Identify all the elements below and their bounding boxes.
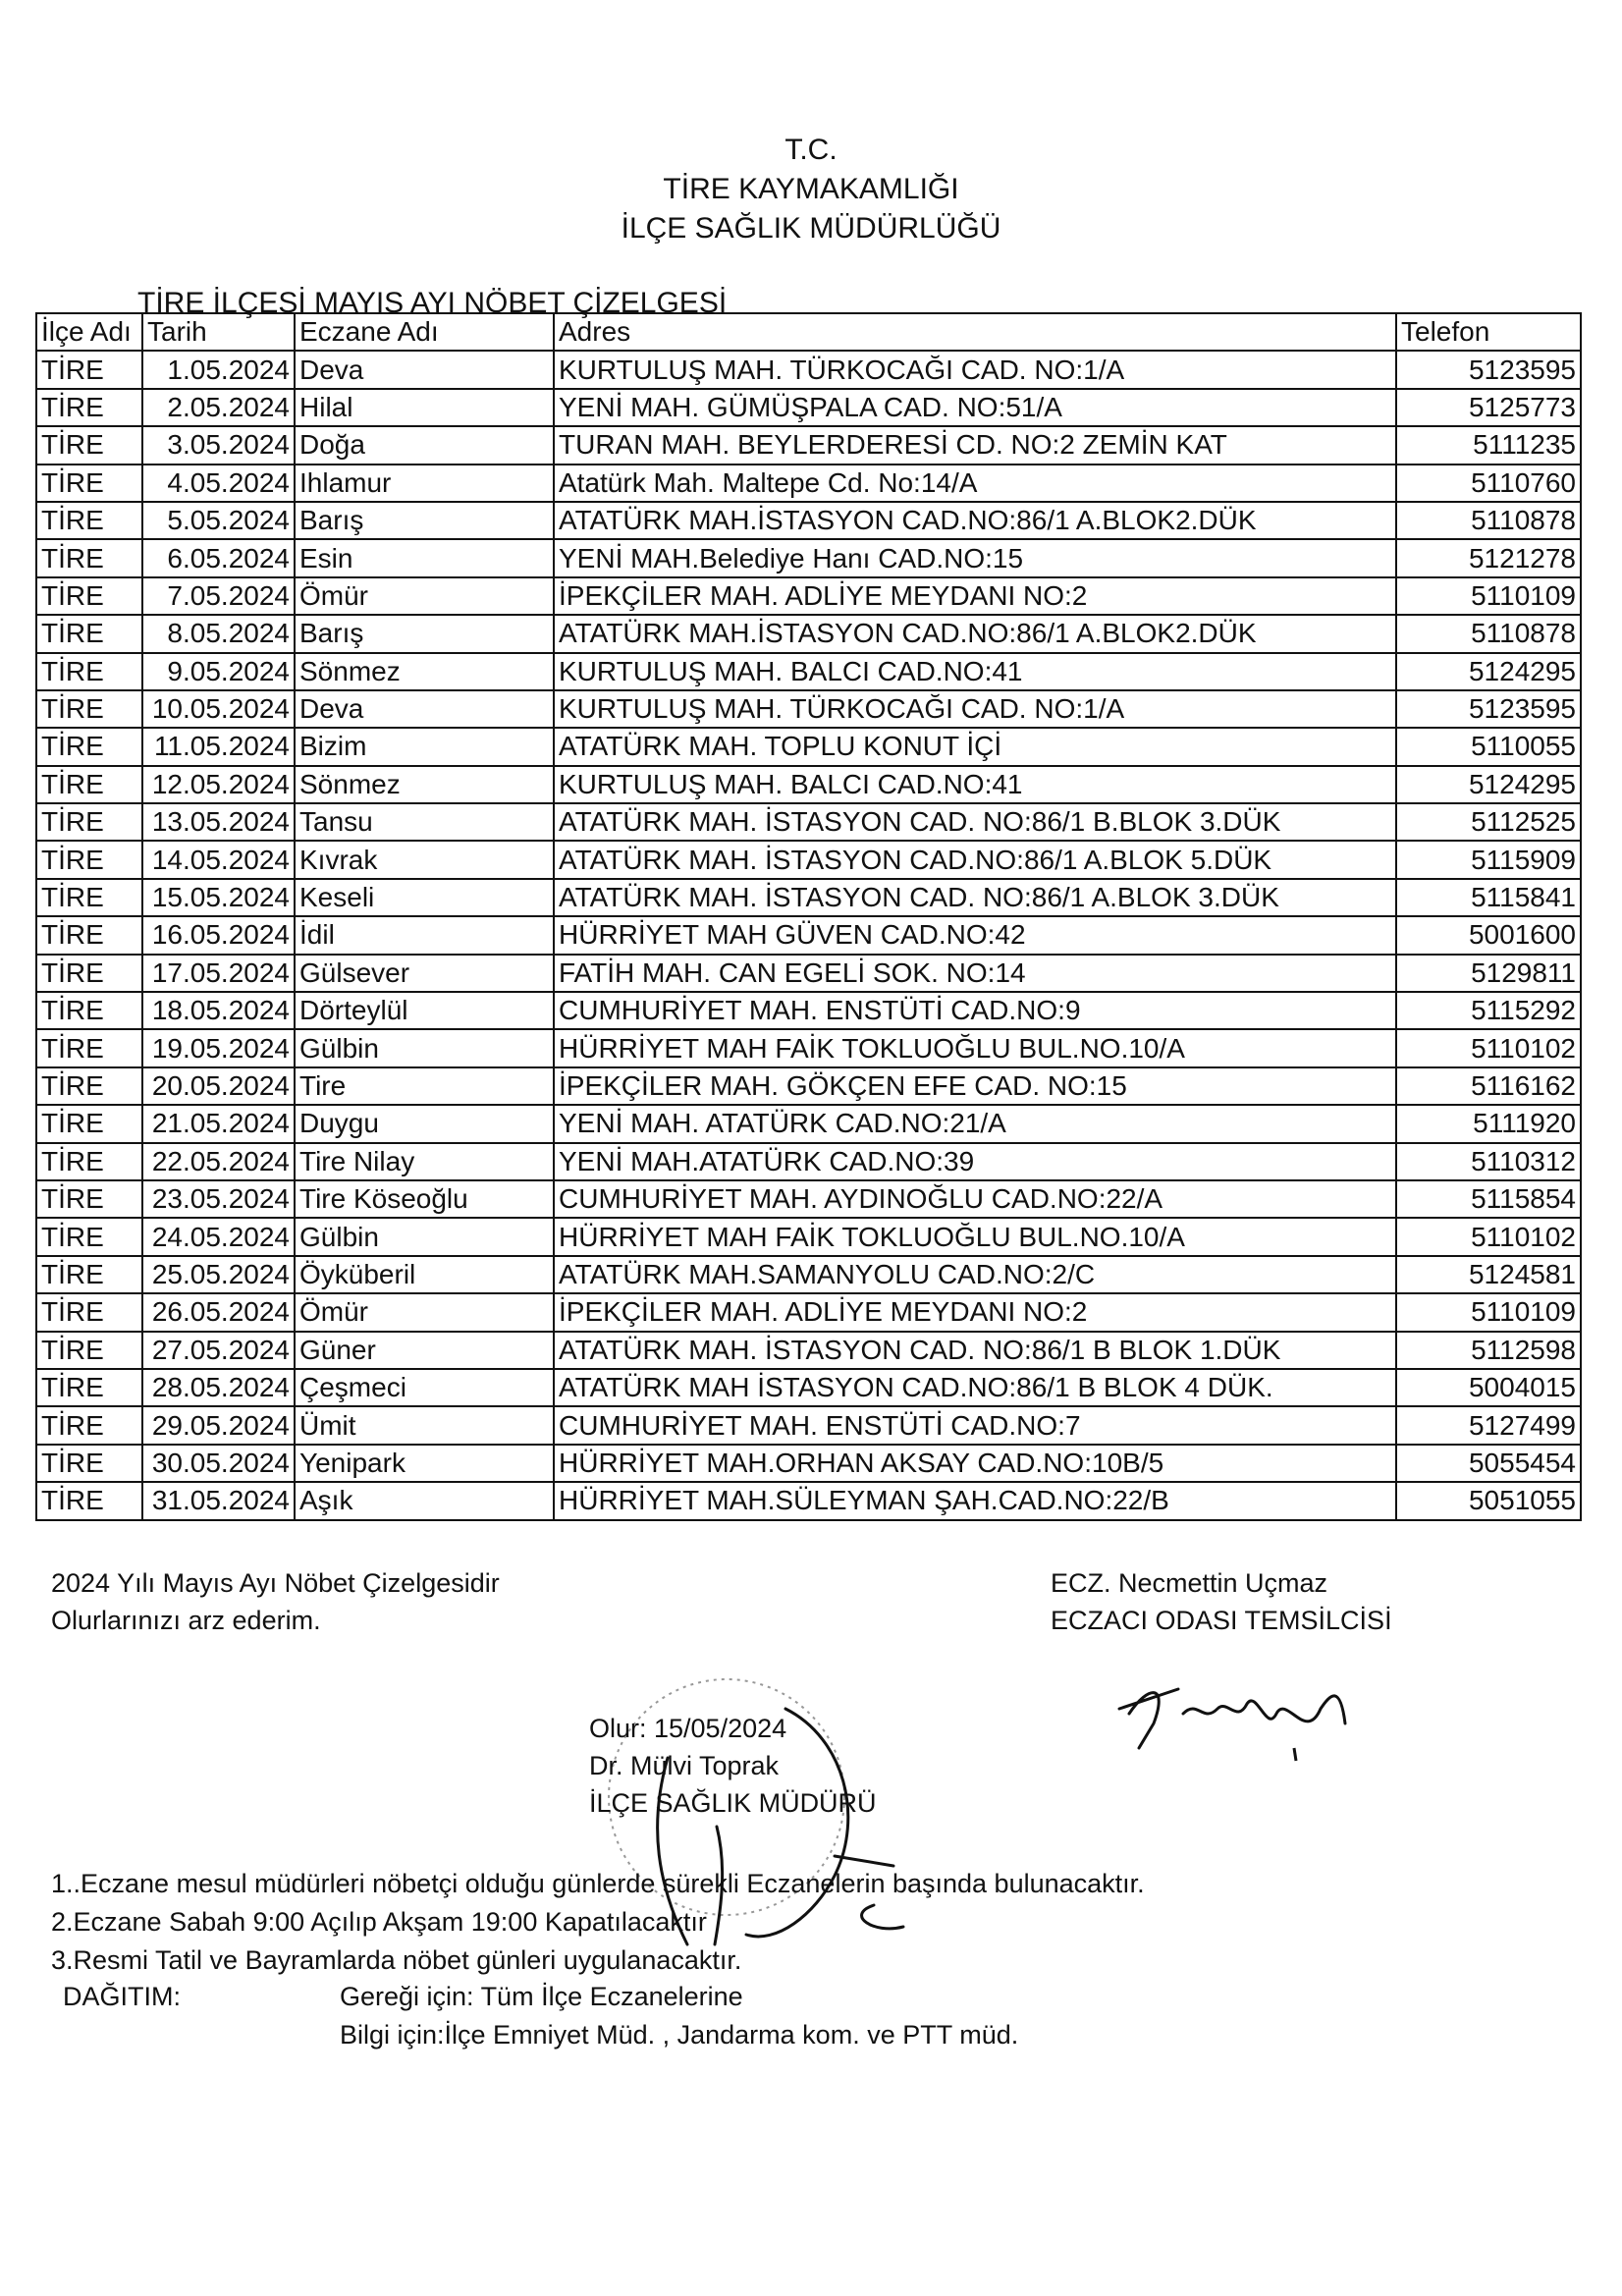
cell-telefon: 5110102	[1396, 1218, 1581, 1255]
table-row	[36, 577, 1581, 615]
cell-ilce: TİRE	[36, 955, 142, 992]
cell-adres: CUMHURİYET MAH. ENSTÜTİ CAD.NO:7	[554, 1406, 1396, 1444]
cell-telefon: 5123595	[1396, 351, 1581, 388]
table-row	[36, 1369, 1581, 1406]
cell-tarih: 6.05.2024	[142, 539, 295, 576]
cell-eczane: Kıvrak	[295, 841, 554, 878]
header-line-tc: T.C.	[784, 134, 838, 166]
cell-tarih: 26.05.2024	[142, 1293, 295, 1331]
cell-adres: HÜRRİYET MAH GÜVEN CAD.NO:42	[554, 916, 1396, 954]
cell-eczane: Dörteylül	[295, 992, 554, 1029]
cell-eczane: Gülsever	[295, 955, 554, 992]
cell-eczane: Barış	[295, 615, 554, 652]
distribution-geregi: Gereği için: Tüm İlçe Eczanelerine	[340, 1982, 743, 2011]
cell-ilce: TİRE	[36, 389, 142, 426]
cell-eczane: Deva	[295, 351, 554, 388]
cell-tarih: 21.05.2024	[142, 1105, 295, 1142]
signer-name: ECZ. Necmettin Uçmaz	[1051, 1568, 1328, 1598]
cell-ilce: TİRE	[36, 841, 142, 878]
cell-eczane: Hilal	[295, 389, 554, 426]
table-row	[36, 1067, 1581, 1105]
cell-tarih: 12.05.2024	[142, 766, 295, 803]
table-row	[36, 841, 1581, 878]
cell-tarih: 13.05.2024	[142, 803, 295, 841]
table-row	[36, 879, 1581, 916]
cell-telefon: 5129811	[1396, 955, 1581, 992]
cell-ilce: TİRE	[36, 1293, 142, 1331]
cell-telefon: 5116162	[1396, 1067, 1581, 1105]
cell-eczane: Ihlamur	[295, 465, 554, 502]
cell-tarih: 8.05.2024	[142, 615, 295, 652]
cell-eczane: Ümit	[295, 1406, 554, 1444]
cell-telefon: 5124581	[1396, 1256, 1581, 1293]
cell-tarih: 23.05.2024	[142, 1180, 295, 1218]
cell-tarih: 3.05.2024	[142, 426, 295, 464]
cell-ilce: TİRE	[36, 1406, 142, 1444]
header-line-kaymakamlik: TİRE KAYMAKAMLIĞI	[663, 173, 959, 205]
cell-adres: FATİH MAH. CAN EGELİ SOK. NO:14	[554, 955, 1396, 992]
table-row	[36, 1406, 1581, 1444]
cell-eczane: Doğa	[295, 426, 554, 464]
cell-ilce: TİRE	[36, 1067, 142, 1105]
cell-telefon: 5124295	[1396, 766, 1581, 803]
table-row	[36, 728, 1581, 765]
table-row	[36, 1180, 1581, 1218]
cell-adres: ATATÜRK MAH. İSTASYON CAD.NO:86/1 A.BLOK 5.DÜK	[554, 841, 1396, 878]
cell-ilce: TİRE	[36, 1369, 142, 1406]
cell-telefon: 5123595	[1396, 690, 1581, 728]
cell-eczane: Aşık	[295, 1482, 554, 1519]
cell-adres: ATATÜRK MAH.İSTASYON CAD.NO:86/1 A.BLOK2.DÜK	[554, 502, 1396, 539]
cell-tarih: 7.05.2024	[142, 577, 295, 615]
cell-ilce: TİRE	[36, 766, 142, 803]
cell-adres: CUMHURİYET MAH. ENSTÜTİ CAD.NO:9	[554, 992, 1396, 1029]
cell-telefon: 5051055	[1396, 1482, 1581, 1519]
column-header-tarih: Tarih	[142, 313, 295, 351]
cell-eczane: Barış	[295, 502, 554, 539]
table-row	[36, 351, 1581, 388]
cell-adres: TURAN MAH. BEYLERDERESİ CD. NO:2 ZEMİN KAT	[554, 426, 1396, 464]
cell-adres: YENİ MAH. GÜMÜŞPALA CAD. NO:51/A	[554, 389, 1396, 426]
cell-telefon: 5110109	[1396, 577, 1581, 615]
cell-tarih: 15.05.2024	[142, 879, 295, 916]
table-title: TİRE İLÇESİ MAYIS AYI NÖBET ÇİZELGESİ	[137, 287, 728, 319]
table-row	[36, 1482, 1581, 1519]
cell-telefon: 5115854	[1396, 1180, 1581, 1218]
cell-adres: HÜRRİYET MAH FAİK TOKLUOĞLU BUL.NO.10/A	[554, 1029, 1396, 1066]
cell-tarih: 18.05.2024	[142, 992, 295, 1029]
cell-ilce: TİRE	[36, 728, 142, 765]
cell-telefon: 5110109	[1396, 1293, 1581, 1331]
cell-tarih: 29.05.2024	[142, 1406, 295, 1444]
cell-tarih: 25.05.2024	[142, 1256, 295, 1293]
table-row	[36, 803, 1581, 841]
cell-ilce: TİRE	[36, 1218, 142, 1255]
cell-ilce: TİRE	[36, 879, 142, 916]
duty-schedule-table	[35, 312, 1582, 1521]
cell-ilce: TİRE	[36, 615, 142, 652]
table-row	[36, 1105, 1581, 1142]
table-row	[36, 426, 1581, 464]
column-header-telefon: Telefon	[1396, 313, 1581, 351]
table-row	[36, 766, 1581, 803]
cell-adres: ATATÜRK MAH. TOPLU KONUT İÇİ	[554, 728, 1396, 765]
cell-adres: KURTULUŞ MAH. BALCI CAD.NO:41	[554, 653, 1396, 690]
cell-tarih: 16.05.2024	[142, 916, 295, 954]
cell-telefon: 5004015	[1396, 1369, 1581, 1406]
header-line-mudurluk: İLÇE SAĞLIK MÜDÜRLÜĞÜ	[621, 212, 1001, 245]
cell-adres: HÜRRİYET MAH.ORHAN AKSAY CAD.NO:10B/5	[554, 1445, 1396, 1482]
cell-telefon: 5110878	[1396, 615, 1581, 652]
cell-tarih: 20.05.2024	[142, 1067, 295, 1105]
cell-telefon: 5110760	[1396, 465, 1581, 502]
rule-2: 2.Eczane Sabah 9:00 Açılıp Akşam 19:00 Kapatılacaktır	[51, 1907, 707, 1937]
cell-tarih: 11.05.2024	[142, 728, 295, 765]
cell-telefon: 5115909	[1396, 841, 1581, 878]
cell-telefon: 5115292	[1396, 992, 1581, 1029]
cell-tarih: 27.05.2024	[142, 1332, 295, 1369]
table-row	[36, 690, 1581, 728]
cell-eczane: Ömür	[295, 577, 554, 615]
cell-ilce: TİRE	[36, 916, 142, 954]
cell-eczane: Gülbin	[295, 1218, 554, 1255]
column-header-ilce: İlçe Adı	[36, 313, 142, 351]
cell-telefon: 5112525	[1396, 803, 1581, 841]
approval-department: İLÇE SAĞLIK MÜDÜRÜ	[589, 1788, 877, 1818]
cell-adres: ATATÜRK MAH. İSTASYON CAD. NO:86/1 A.BLOK 3.DÜK	[554, 879, 1396, 916]
cell-ilce: TİRE	[36, 577, 142, 615]
cell-eczane: Ömür	[295, 1293, 554, 1331]
cell-adres: KURTULUŞ MAH. BALCI CAD.NO:41	[554, 766, 1396, 803]
cell-ilce: TİRE	[36, 539, 142, 576]
table-row	[36, 539, 1581, 576]
table-row	[36, 389, 1581, 426]
cell-tarih: 10.05.2024	[142, 690, 295, 728]
cell-adres: YENİ MAH. ATATÜRK CAD.NO:21/A	[554, 1105, 1396, 1142]
column-header-eczane: Eczane Adı	[295, 313, 554, 351]
cell-telefon: 5115841	[1396, 879, 1581, 916]
table-row	[36, 615, 1581, 652]
cell-eczane: Çeşmeci	[295, 1369, 554, 1406]
cell-tarih: 17.05.2024	[142, 955, 295, 992]
cell-adres: YENİ MAH.ATATÜRK CAD.NO:39	[554, 1143, 1396, 1180]
cell-adres: ATATÜRK MAH İSTASYON CAD.NO:86/1 B BLOK 4 DÜK.	[554, 1369, 1396, 1406]
cell-telefon: 5125773	[1396, 389, 1581, 426]
rule-1: 1..Eczane mesul müdürleri nöbetçi olduğu günlerde sürekli Eczanelerin başında bulunacaktır.	[51, 1869, 1145, 1898]
table-row	[36, 916, 1581, 954]
cell-adres: HÜRRİYET MAH.SÜLEYMAN ŞAH.CAD.NO:22/B	[554, 1482, 1396, 1519]
cell-adres: İPEKÇİLER MAH. GÖKÇEN EFE CAD. NO:15	[554, 1067, 1396, 1105]
cell-tarih: 22.05.2024	[142, 1143, 295, 1180]
table-row	[36, 1445, 1581, 1482]
cell-ilce: TİRE	[36, 992, 142, 1029]
cell-eczane: Sönmez	[295, 653, 554, 690]
table-body	[36, 351, 1581, 1519]
cell-ilce: TİRE	[36, 803, 142, 841]
cell-tarih: 24.05.2024	[142, 1218, 295, 1255]
cell-eczane: Tire Köseoğlu	[295, 1180, 554, 1218]
cell-ilce: TİRE	[36, 690, 142, 728]
cell-telefon: 5112598	[1396, 1332, 1581, 1369]
table-row	[36, 1256, 1581, 1293]
cell-eczane: Güner	[295, 1332, 554, 1369]
cell-adres: CUMHURİYET MAH. AYDINOĞLU CAD.NO:22/A	[554, 1180, 1396, 1218]
cell-ilce: TİRE	[36, 426, 142, 464]
cell-ilce: TİRE	[36, 465, 142, 502]
cell-telefon: 5110878	[1396, 502, 1581, 539]
signer-title: ECZACI ODASI TEMSİLCİSİ	[1051, 1606, 1392, 1635]
cell-ilce: TİRE	[36, 1180, 142, 1218]
cell-telefon: 5111235	[1396, 426, 1581, 464]
cell-telefon: 5110102	[1396, 1029, 1581, 1066]
cell-tarih: 4.05.2024	[142, 465, 295, 502]
cell-ilce: TİRE	[36, 653, 142, 690]
cell-tarih: 2.05.2024	[142, 389, 295, 426]
cell-eczane: İdil	[295, 916, 554, 954]
cell-eczane: Öyküberil	[295, 1256, 554, 1293]
table-row	[36, 1293, 1581, 1331]
table-header-row	[36, 313, 1581, 351]
table-row	[36, 1218, 1581, 1255]
cell-adres: KURTULUŞ MAH. TÜRKOCAĞI CAD. NO:1/A	[554, 690, 1396, 728]
cell-adres: HÜRRİYET MAH FAİK TOKLUOĞLU BUL.NO.10/A	[554, 1218, 1396, 1255]
cell-eczane: Yenipark	[295, 1445, 554, 1482]
submission-note: Olurlarınızı arz ederim.	[51, 1606, 321, 1635]
table-row	[36, 465, 1581, 502]
cell-adres: ATATÜRK MAH. İSTASYON CAD. NO:86/1 B BLOK 1.DÜK	[554, 1332, 1396, 1369]
cell-adres: Atatürk Mah. Maltepe Cd. No:14/A	[554, 465, 1396, 502]
cell-tarih: 19.05.2024	[142, 1029, 295, 1066]
table-row	[36, 1332, 1581, 1369]
rule-3: 3.Resmi Tatil ve Bayramlarda nöbet günleri uygulanacaktır.	[51, 1945, 742, 1975]
cell-adres: İPEKÇİLER MAH. ADLİYE MEYDANI NO:2	[554, 577, 1396, 615]
table-row	[36, 955, 1581, 992]
cell-adres: ATATÜRK MAH. İSTASYON CAD. NO:86/1 B.BLOK 3.DÜK	[554, 803, 1396, 841]
cell-tarih: 30.05.2024	[142, 1445, 295, 1482]
table-row	[36, 502, 1581, 539]
cell-eczane: Tire Nilay	[295, 1143, 554, 1180]
cell-eczane: Tire	[295, 1067, 554, 1105]
cell-ilce: TİRE	[36, 1482, 142, 1519]
cell-eczane: Sönmez	[295, 766, 554, 803]
distribution-bilgi: Bilgi için:İlçe Emniyet Müd. , Jandarma kom. ve PTT müd.	[340, 2020, 1019, 2050]
cell-ilce: TİRE	[36, 1332, 142, 1369]
cell-adres: İPEKÇİLER MAH. ADLİYE MEYDANI NO:2	[554, 1293, 1396, 1331]
cell-telefon: 5110312	[1396, 1143, 1581, 1180]
cell-eczane: Tansu	[295, 803, 554, 841]
column-header-adres: Adres	[554, 313, 1396, 351]
cell-telefon: 5111920	[1396, 1105, 1581, 1142]
cell-eczane: Gülbin	[295, 1029, 554, 1066]
cell-adres: KURTULUŞ MAH. TÜRKOCAĞI CAD. NO:1/A	[554, 351, 1396, 388]
cell-adres: ATATÜRK MAH.İSTASYON CAD.NO:86/1 A.BLOK2.DÜK	[554, 615, 1396, 652]
cell-tarih: 14.05.2024	[142, 841, 295, 878]
cell-eczane: Deva	[295, 690, 554, 728]
table-row	[36, 992, 1581, 1029]
cell-telefon: 5110055	[1396, 728, 1581, 765]
cell-ilce: TİRE	[36, 1029, 142, 1066]
table-row	[36, 1143, 1581, 1180]
cell-eczane: Bizim	[295, 728, 554, 765]
cell-telefon: 5055454	[1396, 1445, 1581, 1482]
table-row	[36, 1029, 1581, 1066]
approval-olur: Olur: 15/05/2024	[589, 1714, 787, 1743]
approval-name: Dr. Mülvi Toprak	[589, 1751, 780, 1780]
cell-ilce: TİRE	[36, 1445, 142, 1482]
cell-ilce: TİRE	[36, 1256, 142, 1293]
cell-eczane: Keseli	[295, 879, 554, 916]
cell-eczane: Esin	[295, 539, 554, 576]
cell-telefon: 5001600	[1396, 916, 1581, 954]
cell-telefon: 5121278	[1396, 539, 1581, 576]
cell-tarih: 5.05.2024	[142, 502, 295, 539]
cell-ilce: TİRE	[36, 502, 142, 539]
cell-ilce: TİRE	[36, 1143, 142, 1180]
table-row	[36, 653, 1581, 690]
cell-telefon: 5127499	[1396, 1406, 1581, 1444]
cell-tarih: 28.05.2024	[142, 1369, 295, 1406]
cell-ilce: TİRE	[36, 1105, 142, 1142]
distribution-label: DAĞITIM:	[63, 1982, 181, 2011]
cell-telefon: 5124295	[1396, 653, 1581, 690]
cell-tarih: 1.05.2024	[142, 351, 295, 388]
schedule-note: 2024 Yılı Mayıs Ayı Nöbet Çizelgesidir	[51, 1568, 500, 1598]
cell-tarih: 9.05.2024	[142, 653, 295, 690]
cell-tarih: 31.05.2024	[142, 1482, 295, 1519]
handwritten-signature	[1109, 1655, 1365, 1763]
cell-ilce: TİRE	[36, 351, 142, 388]
cell-eczane: Duygu	[295, 1105, 554, 1142]
cell-adres: YENİ MAH.Belediye Hanı CAD.NO:15	[554, 539, 1396, 576]
cell-adres: ATATÜRK MAH.SAMANYOLU CAD.NO:2/C	[554, 1256, 1396, 1293]
